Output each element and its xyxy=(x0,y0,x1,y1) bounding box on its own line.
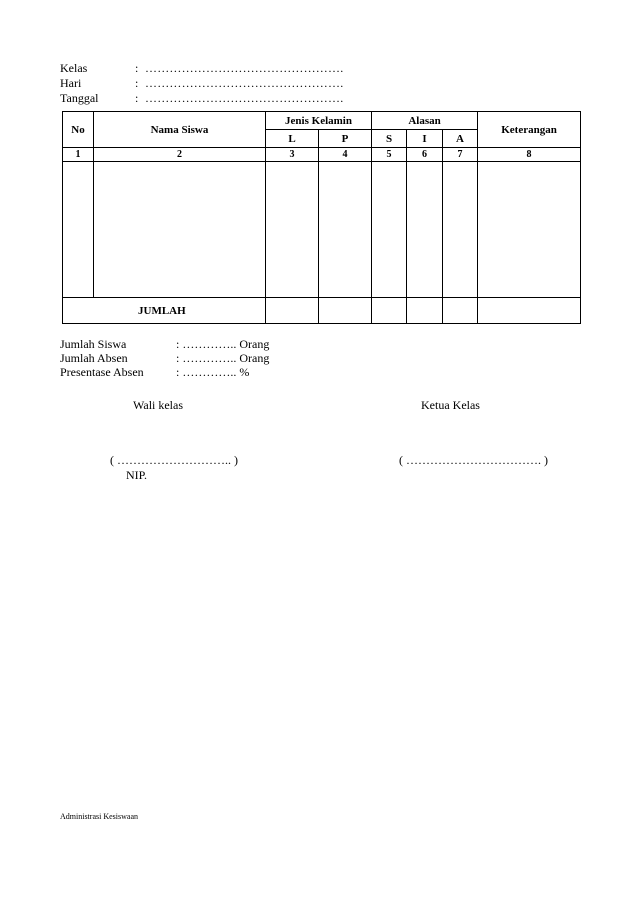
header-keterangan: Keterangan xyxy=(478,112,581,148)
body-cell[interactable] xyxy=(94,162,266,298)
header-nama-siswa: Nama Siswa xyxy=(94,112,266,148)
summary-value: : ………….. Orang xyxy=(176,351,270,365)
summary-value: : ………….. Orang xyxy=(176,337,270,351)
header-field-tanggal xyxy=(60,91,360,106)
summary-jumlah-siswa xyxy=(60,337,320,351)
wali-kelas-signature-line: ( ……………………….. ) xyxy=(110,453,238,467)
body-cell[interactable] xyxy=(443,162,478,298)
attendance-table xyxy=(62,111,581,324)
wali-kelas-nip: NIP. xyxy=(126,468,148,482)
body-cell[interactable] xyxy=(478,162,581,298)
table-body-row xyxy=(63,162,581,298)
summary-label: Jumlah Siswa xyxy=(60,337,127,351)
table-header-row xyxy=(63,112,581,130)
column-number-row xyxy=(63,148,581,162)
column-number: 5 xyxy=(372,148,407,162)
field-colon: : xyxy=(135,61,139,75)
column-number: 6 xyxy=(407,148,443,162)
total-cell[interactable] xyxy=(319,298,372,324)
wali-kelas-title: Wali kelas xyxy=(133,398,184,412)
ketua-kelas-title: Ketua Kelas xyxy=(421,398,480,412)
field-dots: …………………………………………. xyxy=(145,91,344,105)
header-field-kelas xyxy=(60,61,360,76)
field-dots: …………………………………………. xyxy=(145,61,344,75)
field-label: Tanggal xyxy=(60,91,99,105)
subheader-a: A xyxy=(443,130,478,148)
body-cell[interactable] xyxy=(372,162,407,298)
body-cell[interactable] xyxy=(319,162,372,298)
field-dots: …………………………………………. xyxy=(145,76,344,90)
column-number: 3 xyxy=(266,148,319,162)
total-cell[interactable] xyxy=(478,298,581,324)
total-label: JUMLAH xyxy=(63,298,266,324)
column-number: 8 xyxy=(478,148,581,162)
summary-value: : ………….. % xyxy=(176,365,250,379)
total-cell[interactable] xyxy=(443,298,478,324)
column-number: 7 xyxy=(443,148,478,162)
header-no: No xyxy=(63,112,94,148)
summary-label: Jumlah Absen xyxy=(60,351,128,365)
header-alasan: Alasan xyxy=(372,112,478,130)
total-cell[interactable] xyxy=(372,298,407,324)
column-number: 1 xyxy=(63,148,94,162)
header-jenis-kelamin: Jenis Kelamin xyxy=(266,112,372,130)
column-number: 4 xyxy=(319,148,372,162)
summary-label: Presentase Absen xyxy=(60,365,144,379)
subheader-p: P xyxy=(319,130,372,148)
body-cell[interactable] xyxy=(266,162,319,298)
page-footer: Administrasi Kesiswaan xyxy=(60,812,138,821)
summary-presentase-absen xyxy=(60,365,320,379)
subheader-i: I xyxy=(407,130,443,148)
summary-jumlah-absen xyxy=(60,351,320,365)
column-number: 2 xyxy=(94,148,266,162)
subheader-l: L xyxy=(266,130,319,148)
ketua-kelas-signature-line: ( ……………………………. ) xyxy=(399,453,548,467)
body-cell[interactable] xyxy=(63,162,94,298)
subheader-s: S xyxy=(372,130,407,148)
field-colon: : xyxy=(135,76,139,90)
header-field-hari xyxy=(60,76,360,91)
field-colon: : xyxy=(135,91,139,105)
body-cell[interactable] xyxy=(407,162,443,298)
total-row xyxy=(63,298,581,324)
total-cell[interactable] xyxy=(407,298,443,324)
field-label: Hari xyxy=(60,76,82,90)
total-cell[interactable] xyxy=(266,298,319,324)
field-label: Kelas xyxy=(60,61,88,75)
